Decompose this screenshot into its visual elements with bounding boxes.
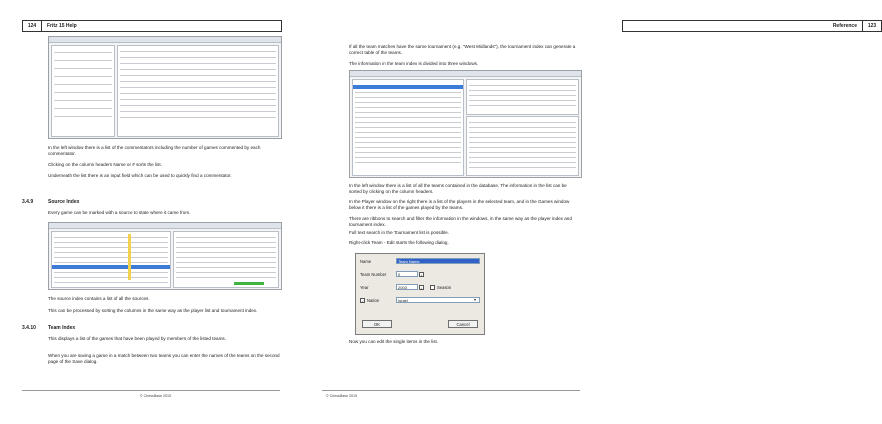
left-page-header (22, 20, 282, 32)
left-page-header-title: Fritz 15 Help (47, 23, 77, 29)
para-player-window: In the Player window on the right there is a list of the players in the selected team, and in the Games window below it there is a list of the games played by the teams. (349, 199, 570, 210)
right-footer: © ChessBase 2015 (326, 394, 358, 398)
year-spin-icon[interactable]: ↕ (420, 285, 423, 291)
dialog-name-field[interactable]: Team Name (396, 258, 480, 264)
section-349-title: Source Index (48, 199, 80, 205)
right-page-header-title: Reference (832, 23, 857, 29)
section-3410-heading (22, 325, 75, 331)
para-team-index: This displays a list of the games that have been played by members of the listed teams. (48, 336, 226, 341)
para-left-window: In the left window there is a list of all the teams contained in the database. The information in the list can be sorted by clicking on the column headers. (349, 183, 567, 194)
dialog-name-label: Name (360, 259, 372, 264)
nation-checkbox[interactable]: ✓ (361, 299, 365, 304)
para-three-windows: The information in the team index is divided into three windows. (349, 61, 479, 66)
ok-button[interactable]: OK (362, 320, 392, 328)
left-page (0, 0, 300, 424)
para-sort: Clicking on the column headers Name or # sorts the list. (48, 162, 162, 167)
dialog-year-label: Year (360, 285, 369, 290)
left-footer: © ChessBase 2015 (140, 394, 172, 398)
dialog-team-number-field[interactable]: 0 (396, 271, 418, 277)
para-source-sort: This can be processed by sorting the columns in the same way as the player list and tournament index. (48, 308, 258, 313)
dialog-season-label: Season (437, 285, 452, 290)
para-commentators: In the left window there is a list of the commentators including the number of games commented by each commentator. (48, 145, 261, 156)
team-index-screenshot (349, 70, 582, 178)
right-page-number: 123 (862, 21, 881, 31)
section-349-number: 3.4.9 (22, 199, 34, 205)
dialog-team-number-label: Team Number (360, 272, 387, 277)
right-page-header (622, 20, 882, 32)
commentators-screenshot (48, 36, 282, 139)
section-3410-title: Team Index (48, 325, 76, 331)
dialog-nation-select[interactable]: Israel (396, 297, 480, 303)
team-number-spin-icon[interactable]: ↕ (420, 272, 423, 278)
para-filters: There are ribbons to search and filter the information in the windows, in the same way as the player index and tournament index. (349, 216, 572, 227)
para-team-match: When you are saving a game in a match between two teams you can enter the names of the teams on the second page of the Save dialog. (48, 353, 280, 364)
para-source-index: The source index contains a list of all the sources. (48, 296, 150, 301)
season-checkbox[interactable] (430, 285, 435, 290)
dialog-nation-label: Nation (367, 298, 380, 303)
dialog-year-field[interactable]: 2003 (396, 284, 418, 290)
para-source-marked: Every game can be marked with a source to state where it came from. (48, 210, 191, 215)
section-3410-number: 3.4.10 (22, 325, 36, 331)
para-input: Underneath the list there is an input field which can be used to quickly find a commentator. (48, 173, 232, 178)
left-page-number: 124 (23, 21, 42, 31)
cancel-button[interactable]: Cancel (448, 320, 478, 328)
para-fulltext: Full text search in the Tournament list is possible. (349, 230, 450, 235)
para-edit: Now you can edit the single items in the list. (349, 339, 439, 344)
chevron-down-icon: ▾ (474, 297, 477, 302)
para-rightclick: Right-click Team - Edit starts the following dialog. (349, 240, 449, 245)
para-tournament: If all the team matches have the same tournament (e.g. "West Midlands"), the tournament index can generate a correct table of the teams. (349, 44, 576, 55)
source-index-screenshot (48, 222, 282, 290)
edit-team-dialog (355, 253, 485, 335)
section-349-heading (22, 199, 79, 205)
